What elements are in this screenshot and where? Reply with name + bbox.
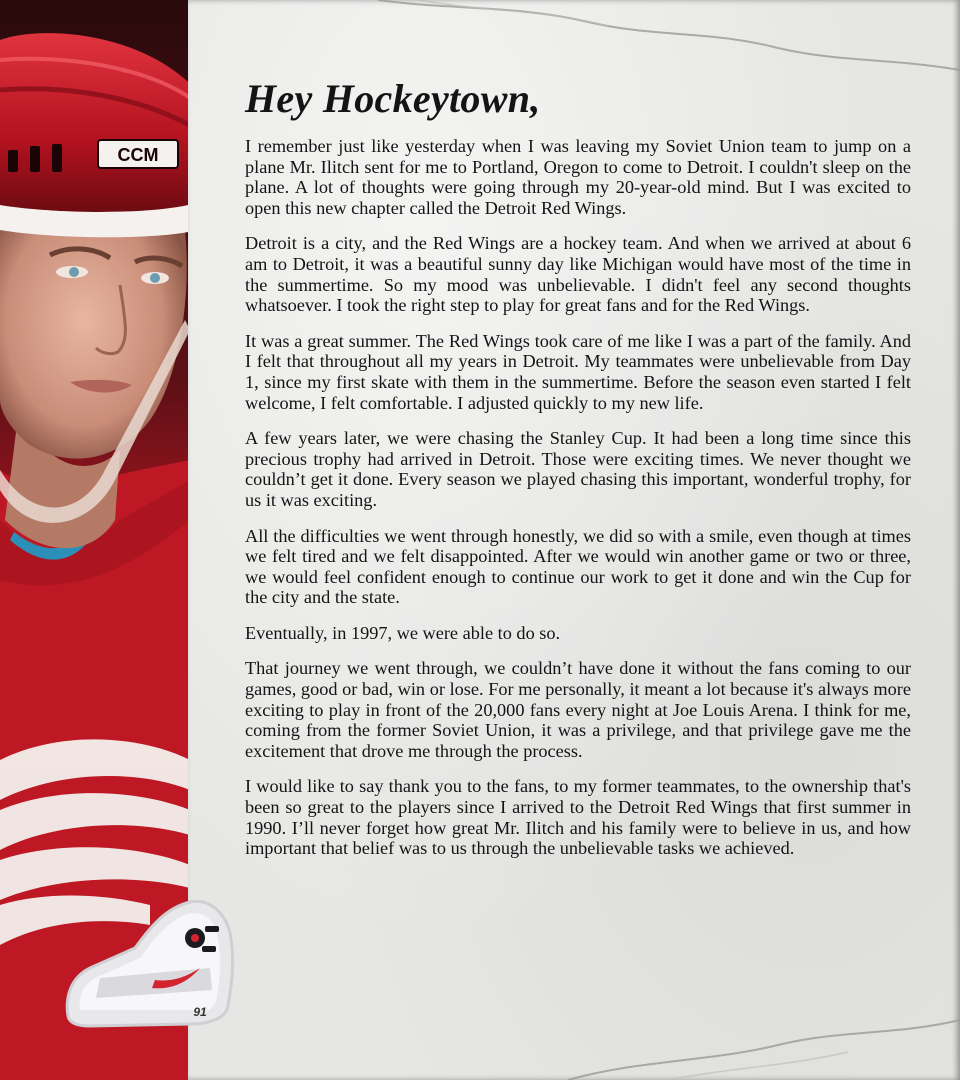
letter-paragraph-7: That journey we went through, we couldn’t have done it without the fans coming to our games, good or bad, win or lose. For me personally, it meant a lot because it's always more exciting to play in front of the 20,000 fans every night at Joe Louis Arena. I think for me, coming from the former Soviet Union, it was a privilege, and that privilege gave me the excitement that drove me through the process. [245, 658, 911, 761]
letter-greeting: Hey Hockeytown, [245, 76, 541, 121]
letter-paragraph-5: All the difficulties we went through honestly, we did so with a smile, even though at times we felt tired and we felt disappointed. After we would win another game or two or three, we would feel confident enough to continue our work to get it done and win the Cup for the city and the state. [245, 525, 911, 608]
letter-paragraph-8: I would like to say thank you to the fans, to my former teammates, to the ownership that's been so great to the players since I arrived to the Detroit Red Wings that first summer in 1990. I’ll never forget how great Mr. Ilitch and his family were to believe in us, and how important that belief was to us through the unbelievable tasks we achieved. [245, 776, 911, 859]
letter-paragraph-1: I remember just like yesterday when I was leaving my Soviet Union team to jump on a plane Mr. Ilitch sent for me to Portland, Oregon to come to Detroit. I couldn't sleep on the plane. A lot of thoughts were going through my 20-year-old mind. But I was excited to open this new chapter called the Detroit Red Wings. [245, 136, 911, 218]
letter-paragraph-4: A few years later, we were chasing the Stanley Cup. It had been a long time since this precious trophy had arrived in Detroit. Those were exciting times. We never thought we couldn’t get it done. Every season we played chasing this important, wonderful trophy, for us it was exciting. [245, 428, 911, 510]
letter-paragraph-2: Detroit is a city, and the Red Wings are a hockey team. And when we arrived at about 6 am to Detroit, it was a beautiful sunny day like Michigan would have most of the time in the summertime. So my mood was unbelievable. I didn't feel any second thoughts whatsoever. I took the right step to play for great fans and for the Red Wings. [245, 233, 911, 316]
letter [245, 76, 911, 874]
svg-text:CCM: CCM [117, 145, 159, 165]
letter-paragraph-3: It was a great summer. The Red Wings took care of me like I was a part of the family. And I felt that throughout all my years in Detroit. My teammates were unbelievable from Day 1, since my first skate with them in the summertime. Before the season even started I felt welcome, I felt comfortable. I adjusted quickly to my new life. [245, 330, 911, 413]
skate-number: 91 [193, 1005, 207, 1019]
letter-paragraph-6: Eventually, in 1997, we were able to do so. [245, 622, 561, 643]
skate-sticker-icon [60, 898, 238, 1028]
